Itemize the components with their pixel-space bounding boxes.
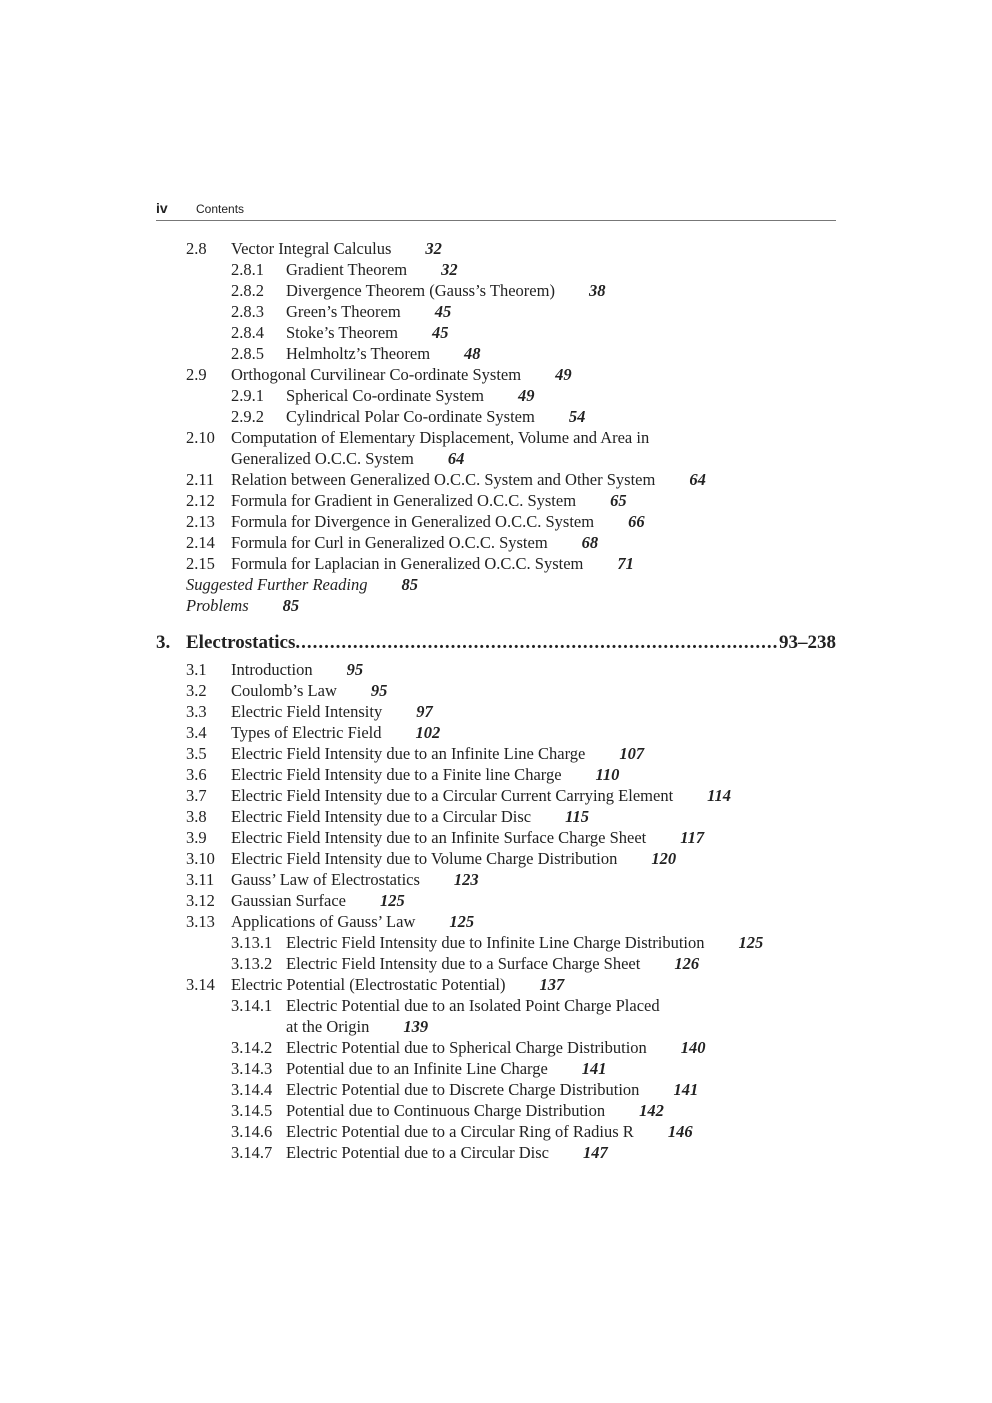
entry-page: 137 <box>539 975 565 994</box>
entry-number: 3.4 <box>186 723 207 742</box>
entry-title: Electric Potential due to Discrete Charge Distribution <box>286 1080 640 1099</box>
toc-entry <box>186 848 677 869</box>
entry-title: Computation of Elementary Displacement, Volume and Area in <box>231 428 650 447</box>
entry-page: 38 <box>588 281 606 300</box>
entry-number: 2.8.2 <box>231 281 264 300</box>
entry-number: 3.2 <box>186 681 207 700</box>
entry-number: 2.15 <box>186 554 215 573</box>
entry-page: 125 <box>380 891 405 910</box>
toc-entry <box>231 280 606 301</box>
entry-number: 3.14.7 <box>231 1143 273 1162</box>
entry-page: 102 <box>415 723 441 742</box>
entry-number: 2.9.1 <box>231 386 264 405</box>
entry-page: 85 <box>401 575 418 594</box>
toc-entry <box>286 1016 428 1037</box>
toc-entry <box>186 869 479 890</box>
toc-entry <box>186 364 572 385</box>
toc-entry <box>186 511 645 532</box>
entry-number: 3.14.2 <box>231 1038 273 1057</box>
toc-entry <box>231 448 464 469</box>
entry-page: 49 <box>555 365 572 384</box>
toc-entry <box>186 764 620 785</box>
entry-page: 123 <box>453 870 479 889</box>
entry-page: 54 <box>568 407 586 426</box>
toc-entry <box>186 490 627 511</box>
toc-entry <box>231 932 764 953</box>
toc-entry <box>186 469 706 490</box>
entry-number: 3.8 <box>186 807 207 826</box>
entry-number: 3.14.4 <box>231 1080 273 1099</box>
entry-number: 3.14.6 <box>231 1122 273 1141</box>
entry-title: Relation between Generalized O.C.C. System and Other System <box>231 470 656 489</box>
leader-dots <box>295 631 779 655</box>
entry-number: 3.11 <box>186 870 215 889</box>
entry-page: 32 <box>441 260 458 279</box>
running-header <box>156 200 836 221</box>
toc-entry <box>231 1100 664 1121</box>
entry-page: 68 <box>581 533 599 552</box>
entry-title: Electric Field Intensity due to Volume Charge Distribution <box>231 849 618 868</box>
entry-title: Potential due to an Infinite Line Charge <box>286 1059 548 1078</box>
entry-number: 2.13 <box>186 512 215 531</box>
entry-number: 3.13.2 <box>231 954 273 973</box>
entry-title: Helmholtz’s Theorem <box>286 344 431 363</box>
entry-page: 95 <box>370 681 388 700</box>
entry-number: 3.12 <box>186 891 215 910</box>
toc-entry <box>186 722 441 743</box>
entry-page: 125 <box>449 912 475 931</box>
entry-page: 141 <box>581 1059 607 1078</box>
toc-entry <box>186 701 433 722</box>
entry-title: Electric Field Intensity due to an Infinite Line Charge <box>231 744 586 763</box>
toc-entry <box>186 595 299 616</box>
toc-entry <box>186 427 650 448</box>
entry-number: 2.9 <box>186 365 207 384</box>
entry-page: 32 <box>425 239 442 258</box>
entry-page: 85 <box>282 596 300 615</box>
entry-number: 3.13.1 <box>231 933 273 952</box>
entry-title: Orthogonal Curvilinear Co-ordinate System <box>231 365 522 384</box>
entry-page: 66 <box>628 512 645 531</box>
entry-title: Vector Integral Calculus <box>231 239 392 258</box>
entry-number: 3.1 <box>186 660 207 679</box>
entry-page: 45 <box>431 323 449 342</box>
entry-page: 107 <box>619 744 645 763</box>
entry-title: Suggested Further Reading <box>186 575 368 594</box>
entry-number: 2.10 <box>186 428 215 447</box>
entry-page: 114 <box>707 786 732 805</box>
toc-entry <box>186 238 442 259</box>
entry-title: at the Origin <box>286 1017 370 1036</box>
entry-page: 139 <box>403 1017 429 1036</box>
entry-number: 3.14.1 <box>231 996 273 1015</box>
entry-title: Gauss’ Law of Electrostatics <box>231 870 420 889</box>
entry-number: 3.9 <box>186 828 207 847</box>
toc-entry <box>186 974 565 995</box>
entry-title: Gaussian Surface <box>231 891 347 910</box>
entry-number: 2.14 <box>186 533 215 552</box>
entry-title: Divergence Theorem (Gauss’s Theorem) <box>286 281 555 300</box>
entry-page: 64 <box>689 470 706 489</box>
entry-number: 3.7 <box>186 786 207 805</box>
entry-number: 2.11 <box>186 470 215 489</box>
page-number: iv <box>156 200 168 216</box>
running-title: Contents <box>196 202 245 216</box>
entry-title: Electric Field Intensity due to a Circular Current Carrying Element <box>231 786 674 805</box>
entry-page: 125 <box>738 933 764 952</box>
toc-entry <box>186 532 599 553</box>
toc-entry <box>231 1121 693 1142</box>
entry-title: Potential due to Continuous Charge Distribution <box>286 1101 606 1120</box>
entry-page: 64 <box>447 449 465 468</box>
entry-number: 3.6 <box>186 765 207 784</box>
entry-number: 3.13 <box>186 912 215 931</box>
entry-title: Types of Electric Field <box>231 723 382 742</box>
toc-entry <box>186 680 388 701</box>
entry-number: 3.10 <box>186 849 215 868</box>
entry-number: 2.8 <box>186 239 207 258</box>
toc-entry <box>231 322 449 343</box>
entry-page: 110 <box>595 765 620 784</box>
toc-entry <box>231 1142 608 1163</box>
toc-entry <box>186 743 645 764</box>
toc-entry <box>186 827 705 848</box>
entry-number: 2.8.1 <box>231 260 264 279</box>
entry-title: Spherical Co-ordinate System <box>286 386 484 405</box>
entry-title: Electric Field Intensity due to a Surface Charge Sheet <box>286 954 641 973</box>
toc-entry <box>231 406 586 427</box>
toc-entry <box>186 890 405 911</box>
entry-page: 147 <box>583 1143 608 1162</box>
toc-entry <box>231 1058 607 1079</box>
toc-entry <box>231 385 535 406</box>
entry-page: 146 <box>667 1122 693 1141</box>
entry-title: Problems <box>186 596 249 615</box>
entry-page: 48 <box>464 344 481 363</box>
entry-page: 71 <box>617 554 634 573</box>
toc-entry <box>231 1037 706 1058</box>
entry-number: 2.8.4 <box>231 323 264 342</box>
entry-page: 141 <box>673 1080 699 1099</box>
entry-title: Applications of Gauss’ Law <box>231 912 416 931</box>
entry-page: 49 <box>517 386 535 405</box>
entry-title: Electric Potential due to an Isolated Point Charge Placed <box>286 996 660 1015</box>
entry-title: Electric Potential due to Spherical Charge Distribution <box>286 1038 647 1057</box>
entry-title: Cylindrical Polar Co-ordinate System <box>286 407 535 426</box>
toc-entry <box>231 995 660 1016</box>
entry-title: Introduction <box>231 660 313 679</box>
entry-title: Electric Field Intensity due to a Finite line Charge <box>231 765 562 784</box>
entry-title: Stoke’s Theorem <box>286 323 398 342</box>
chapter-pages: 93–238 <box>779 632 836 653</box>
entry-page: 65 <box>610 491 627 510</box>
chapter-title: Electrostatics <box>186 632 296 653</box>
entry-title: Formula for Curl in Generalized O.C.C. System <box>231 533 548 552</box>
entry-number: 3.5 <box>186 744 207 763</box>
toc-entry <box>231 301 452 322</box>
entry-title: Electric Field Intensity <box>231 702 383 721</box>
entry-title: Formula for Laplacian in Generalized O.C.C. System <box>231 554 584 573</box>
entry-title: Electric Potential due to a Circular Disc <box>286 1143 549 1162</box>
entry-number: 3.14.5 <box>231 1101 273 1120</box>
entry-number: 3.14 <box>186 975 215 994</box>
entry-title: Electric Field Intensity due to an Infinite Surface Charge Sheet <box>231 828 647 847</box>
entry-page: 97 <box>416 702 433 721</box>
entry-number: 3.3 <box>186 702 207 721</box>
entry-number: 2.12 <box>186 491 215 510</box>
entry-number: 2.9.2 <box>231 407 264 426</box>
entry-page: 126 <box>674 954 700 973</box>
chapter-heading <box>156 631 836 655</box>
entry-title: Gradient Theorem <box>286 260 408 279</box>
entry-title: Coulomb’s Law <box>231 681 337 700</box>
chapter-number: 3. <box>156 632 171 653</box>
entry-page: 140 <box>680 1038 706 1057</box>
toc-entry <box>186 574 418 595</box>
toc-entry <box>186 785 732 806</box>
toc-entry <box>231 259 458 280</box>
toc-entry <box>231 1079 699 1100</box>
entry-title: Green’s Theorem <box>286 302 401 321</box>
toc-entry <box>186 911 475 932</box>
entry-title: Electric Field Intensity due to a Circular Disc <box>231 807 532 826</box>
entry-title: Formula for Divergence in Generalized O.C.C. System <box>231 512 595 531</box>
entry-page: 120 <box>651 849 677 868</box>
toc-entry <box>231 953 700 974</box>
entry-title: Generalized O.C.C. System <box>231 449 414 468</box>
entry-page: 115 <box>565 807 589 826</box>
entry-title: Formula for Gradient in Generalized O.C.C. System <box>231 491 577 510</box>
entry-page: 142 <box>639 1101 664 1120</box>
entry-page: 95 <box>346 660 364 679</box>
entry-number: 2.8.5 <box>231 344 264 363</box>
entry-number: 2.8.3 <box>231 302 264 321</box>
entry-title: Electric Potential due to a Circular Ring of Radius R <box>286 1122 634 1141</box>
toc-entry <box>186 806 589 827</box>
entry-number: 3.14.3 <box>231 1059 273 1078</box>
entry-title: Electric Potential (Electrostatic Potential) <box>231 975 506 994</box>
entry-page: 117 <box>680 828 705 847</box>
toc-entry <box>186 553 634 574</box>
entry-title: Electric Field Intensity due to Infinite Line Charge Distribution <box>286 933 705 952</box>
toc-entry <box>186 659 364 680</box>
entry-page: 45 <box>434 302 452 321</box>
toc-entry <box>231 343 481 364</box>
